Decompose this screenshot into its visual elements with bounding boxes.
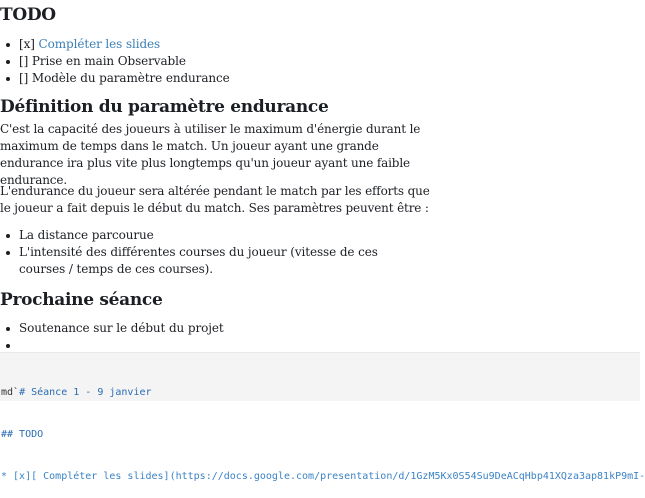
todo-checkbox-text: [] xyxy=(19,54,32,68)
definition-paragraph-2: L'endurance du joueur sera altérée pendant le match par les efforts que le joueur a fait depuis le début du match. Ses paramètres peuvent être : xyxy=(0,184,430,215)
next-session-heading: Prochaine séance xyxy=(0,290,163,310)
todo-item-label: Prise en main Observable xyxy=(31,54,186,68)
slides-link[interactable]: Compléter les slides xyxy=(38,37,161,51)
todo-checkbox-text: [] xyxy=(19,71,32,85)
todo-item-endurance-model xyxy=(0,70,420,87)
todo-list xyxy=(0,36,420,87)
endurance-criteria-list xyxy=(0,227,420,278)
definition-heading: Définition du paramètre endurance xyxy=(0,97,329,117)
criteria-item-intensity: L'intensité des différentes courses du joueur (vitesse de ces courses / temps de ces courses). xyxy=(0,244,420,278)
code-editor[interactable] xyxy=(0,352,645,482)
todo-item-observable xyxy=(0,53,420,70)
next-item-soutenance: Soutenance sur le début du projet xyxy=(0,320,420,337)
editor-line-3: * [x][ Compléter les slides](https://docs.google.com/presentation/d/1GzM5Kx0S54Su9DeACqHbp41XQza3ap81kP9mI- xyxy=(1,471,645,482)
todo-item-slides xyxy=(0,36,420,53)
todo-checkbox-text: [x] xyxy=(19,37,39,51)
todo-heading: TODO xyxy=(0,5,56,25)
editor-line-1 xyxy=(0,386,640,400)
md-tag: md` xyxy=(1,387,20,398)
criteria-item-distance: La distance parcourue xyxy=(0,227,420,244)
todo-item-label: Modèle du paramètre endurance xyxy=(31,71,230,85)
editor-line-2: ## TODO xyxy=(1,429,44,440)
definition-paragraph-1: C'est la capacité des joueurs à utiliser le maximum d'énergie durant le maximum de temps dans le match. Un joueur ayant une grande endurance ira plus vite plus longtemps qu'un joueur ayant une faible endurance. xyxy=(0,122,421,187)
editor-line-1-text: # Séance 1 - 9 janvier xyxy=(19,387,152,398)
next-session-list xyxy=(0,320,420,337)
